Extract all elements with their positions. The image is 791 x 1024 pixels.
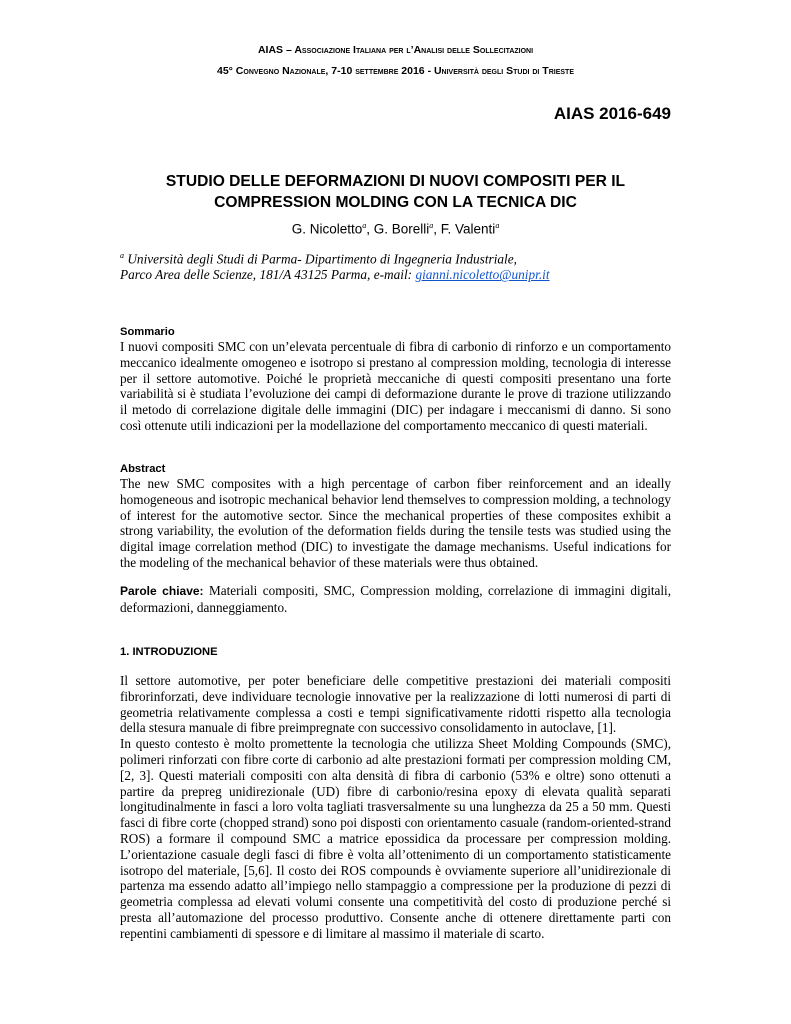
paper-code: AIAS 2016-649 xyxy=(553,104,671,123)
affiliation-line1 xyxy=(120,248,680,267)
abstract-text: The new SMC composites with a high percentage of carbon fiber reinforcement and an ideally homogeneous and isotropic mechanical behavior lend themselves to compression molding, a technology of interest for the automotive sector. Since the mechanical properties of these composites exhibit a strong variability, the evolution of the deformation fields during the tensile tests was studied using the digital image correlation method (DIC) to investigate the damage mechanisms. Useful indications for the modeling of the mechanical behavior of these materials were thus obtained. xyxy=(120,476,671,570)
author-2: G. Borelli xyxy=(373,221,430,237)
sommario-text: I nuovi compositi SMC con un’elevata percentuale di fibra di carbonio di rinforzo e un comportamento meccanico idealmente omogeneo e isotropo si prestano al compression molding, tecnologia di interesse per il settore automotive. Poiché le proprietà meccaniche di questi compositi presentano una forte variabilità si è studiata l’evoluzione dei campi di deformazione durante le prove di trazione utilizzando il metodo di correlazione digitale delle immagini (DIC) per indagare i meccanismi di danno. Si sono così ottenute utili indicazioni per la modellazione del comportamento meccanico di questi materiali. xyxy=(120,339,671,433)
affiliation-address: Parco Area delle Scienze, 181/A 43125 Parma, e-mail: xyxy=(120,267,416,283)
section1-heading: 1. INTRODUZIONE xyxy=(120,646,218,658)
affiliation xyxy=(120,248,680,283)
abstract-heading: Abstract xyxy=(120,463,166,475)
author-3: F. Valenti xyxy=(440,221,496,237)
conference-header-line2: 45° Convegno Nazionale, 7-10 settembre 2016 - Università degli Studi di Trieste xyxy=(217,65,574,77)
authors: G. Nicoletto$^a$, G. Borelli$^a$, F. Valenti$^a$ xyxy=(291,221,500,237)
section1-paragraph-2: In questo contesto è molto promettente la tecnologia che utilizza Sheet Molding Compounds (SMC), polimeri rinforzati con fibre corte di carbonio ad alte prestazioni formati per compression molding CM, [2, 3]. Questi materiali compositi con alta densità di fibra di carbonio (53% e oltre) sono ottenuti a partire da prepreg unidirezionale (UD) fibre di carbonio/resina epoxy di elevata qualità separati longitudinalmente in fasci a loro volta tagliati trasversalmente su una lunghezza da 25 a 50 mm. Questi fasci di fibre corte (chopped strand) sono poi disposti con orientamento casuale (random-oriented-strand ROS) a formare il compound SMC a matrice epossidica da processare per compression molding. L’orientazione casuale degli fasci di fibre è volta all’ottenimento di un comportamento statisticamente isotropo del materiale, [5,6]. Il costo dei ROS compounds è ovviamente superiore all’unidirezionale di partenza ma essendo adatto all’impiego nello stampaggio a compressione per la produzione di pezzi di geometria complessa ad elevati volumi consente una competitività del costo di produzione perché si presta all’automazione del processo produttivo. Consente anche di ottenere direttamente parti con repentini cambiamenti di spessore e di limitare al massimo il materiale di scarto. xyxy=(120,736,671,941)
section1-body xyxy=(120,673,671,942)
title-line2: COMPRESSION MOLDING CON LA TECNICA DIC xyxy=(214,194,577,211)
paper-title xyxy=(0,171,791,213)
affiliation-line1-text: Università degli Studi di Parma- Dipartimento di Ingegneria Industriale, xyxy=(127,251,517,267)
sommario-heading: Sommario xyxy=(120,326,175,338)
keywords-text: Materiali compositi, SMC, Compression molding, correlazione di immagini digitali, deformazioni, danneggiamento. xyxy=(120,583,672,615)
affiliation-line2 xyxy=(120,267,680,283)
affiliation-sup: a xyxy=(120,251,124,260)
author-3-sup: a xyxy=(495,221,500,230)
keywords xyxy=(120,583,671,616)
author-1: G. Nicoletto xyxy=(291,221,363,237)
section1-paragraph-1: Il settore automotive, per poter beneficiare delle competitive prestazioni dei materiali compositi fibrorinforzati, deve individuare tecnologie innovative per la realizzazione di lotti numerosi di parti di geometria relativamente complessa a costi e tempi significativamente ridotti rispetto alla tecnologia della stesura manuale di fibre preimpregnate con successivo consolidamento in autoclave, [1]. xyxy=(120,673,671,736)
author-1-sup: a xyxy=(362,221,367,230)
author-2-sup: a xyxy=(429,221,434,230)
title-line1: STUDIO DELLE DEFORMAZIONI DI NUOVI COMPOSITI PER IL xyxy=(165,173,626,190)
conference-header-line1: AIAS – Associazione Italiana per l’Analisi delle Sollecitazioni xyxy=(257,44,534,56)
keywords-label: Parole chiave: xyxy=(120,584,204,598)
email-link[interactable]: gianni.nicoletto@unipr.it xyxy=(415,267,550,283)
